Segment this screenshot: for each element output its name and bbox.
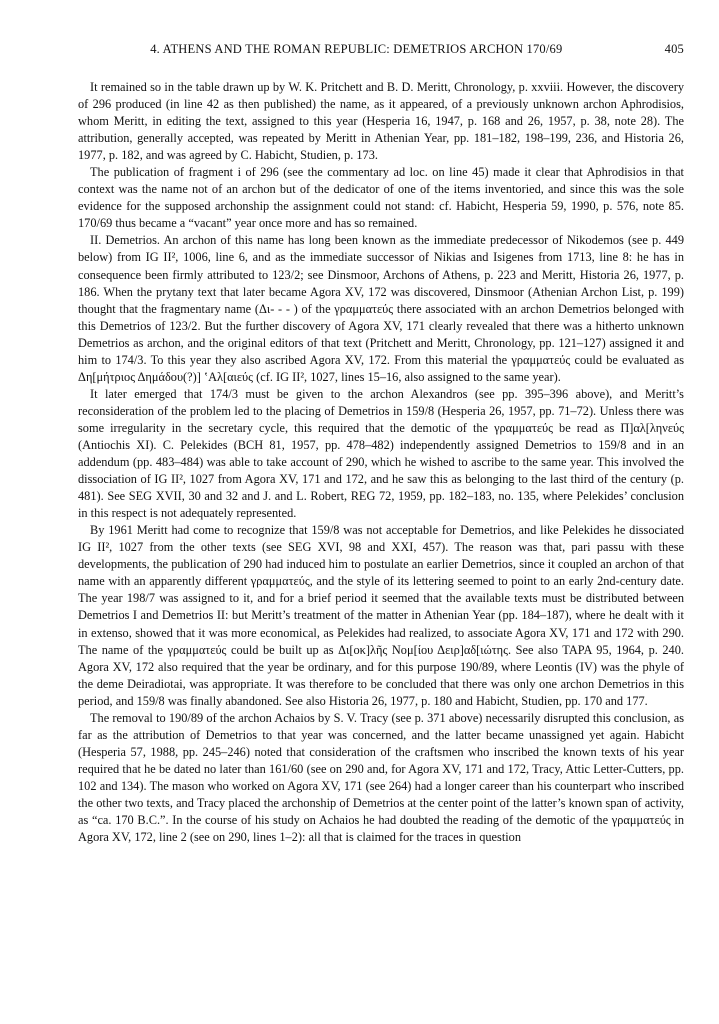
document-page — [78, 42, 684, 846]
paragraph: It remained so in the table drawn up by W. K. Pritchett and B. D. Meritt, Chronology, p. xxviii. However, the discovery of 296 produced (in line 42 as then published) the name, as it appeared, of a previously unknown archon Aphrodisios, whom Meritt, in editing the text, assigned to this year (Hesperia 16, 1947, p. 168 and 26, 1957, p. 38, note 28). The attribution, generally accepted, was repeated by Meritt in Athenian Year, pp. 181–182, 198–199, 236, and Historia 26, 1977, p. 182, and was agreed by C. Habicht, Studien, p. 173. — [78, 80, 684, 163]
paragraph: II. Demetrios. An archon of this name has long been known as the immediate predecessor of Nikodemos (see p. 449 below) from IG II², 1006, line 6, and as the immediate successor of Nikias and Isigenes from 1713, line 8: he has in consequence been firmly attributed to 123/2; see Dinsmoor, Archons of Athens, p. 223 and Meritt, Historia 26, 1977, p. 186. When the prytany text that later became Agora XV, 172 was discovered, Dinsmoor (Athenian Archon List, p. 199) thought that the fragmentary name (Δι- - - ) of the γραμματεύς there associated with an archon Demetrios belonged with this Demetrios of 123/2. But the further discovery of Agora XV, 171 clearly revealed that there was a hitherto unknown Demetrios as archon, and the original editors of that text (Pritchett and Meritt, Chronology, pp. 121–127) assigned it and him to 174/3. To this year they also ascribed Agora XV, 172. From this material the γραμματεύς could be evaluated as Δη[μήτριος Δημάδου(?)] ʽΑλ[αιεύς (cf. IG II², 1027, lines 15–16, also assigned to the same year). — [78, 233, 684, 384]
paragraph: The publication of fragment i of 296 (see the commentary ad loc. on line 45) made it clear that Aphrodisios in that context was the name not of an archon but of the dedicator of one of the items inventoried, and since this was the sole evidence for the supposed archonship the assignment could not stand: cf. Habicht, Hesperia 59, 1990, p. 576, note 85. 170/69 thus became a “vacant” year once more and has so remained. — [78, 165, 684, 231]
paragraph: It later emerged that 174/3 must be given to the archon Alexandros (see pp. 395–396 above), and Meritt’s reconsideration of the problem led to the placing of Demetrios in 159/8 (Hesperia 26, 1957, pp. 71–72). Unless there was some irregularity in the secretary cycle, this required that the demotic of the γραμματεύς be read as Π]αλ[ληνεύς (Antiochis XI). C. Pelekides (BCH 81, 1957, pp. 478–482) independently assigned Demetrios to 159/8 and in an addendum (pp. 483–484) was able to take account of 290, which he wished to ascribe to the same year. This involved the dissociation of IG II², 1027 from Agora XV, 171 and 172, and he saw this as belonging to the last third of the century (p. 481). See SEG XVII, 30 and 32 and J. and L. Robert, REG 72, 1959, pp. 182–183, no. 135, where Pelekides’ conclusion in this respect is not adequately represented. — [78, 386, 684, 521]
paragraph: The removal to 190/89 of the archon Achaios by S. V. Tracy (see p. 371 above) necessarily disrupted this conclusion, as far as the attribution of Demetrios to that year was concerned, and the latter became unassigned yet again. Habicht (Hesperia 57, 1988, pp. 245–246) noted that consideration of the craftsmen who inscribed the known texts of his year required that he be dated no later than 161/60 (see on 290 and, for Agora XV, 171 and 172, Tracy, Attic Letter-Cutters, pp. 102 and 134). The mason who worked on Agora XV, 171 (see 264) had a longer career than his counterpart who inscribed the other two texts, and Tracy placed the archonship of Demetrios at the center point of the latter’s known span of activity, as “ca. 170 B.C.”. In the course of his study on Achaios he had doubted the reading of the demotic of the γραμματεύς in Agora XV, 172, line 2 (see on 290, lines 1–2): all that is claimed for the traces in question — [78, 710, 684, 845]
paragraph: By 1961 Meritt had come to recognize that 159/8 was not acceptable for Demetrios, and like Pelekides he dissociated IG II², 1027 from the other texts (see SEG XVI, 98 and XXI, 457). The reason was that, pari passu with these developments, the publication of 290 had induced him to postulate an earlier Demetrios, since it coupled an archon of that name with an apparently different γραμματεύς, and the style of its lettering seemed to point to an early 2nd-century date. The year 198/7 was assigned to it, and for a brief period it seemed that the available texts must be distributed between Demetrios I and Demetrios II: but Meritt’s treatment of the matter in Athenian Year (pp. 184–187), where he dealt with it in extenso, showed that it was more economical, as Pelekides had realized, to associate Agora XV, 171 and 172 with 290. The name of the γραμματεύς could be built up as Δι[οκ]λῆς Νομ[ίου Δειρ]αδ[ιώτης. See also TAPA 95, 1964, p. 240. Agora XV, 172 also required that the year be ordinary, and for this purpose 190/89, where Leontis (IV) was the phyle of the deme Deiradiotai, was appropriate. It was therefore to be concluded that there was only one archon Demetrios in this period, and 159/8 was finally abandoned. See also Historia 26, 1977, p. 180 and Habicht, Studien, pp. 170 and 177. — [78, 523, 684, 708]
running-title: 4. ATHENS AND THE ROMAN REPUBLIC: DEMETRIOS ARCHON 170/69 — [150, 42, 563, 56]
running-header — [78, 42, 684, 57]
page-number: 405 — [664, 42, 684, 56]
body-text — [78, 79, 684, 846]
